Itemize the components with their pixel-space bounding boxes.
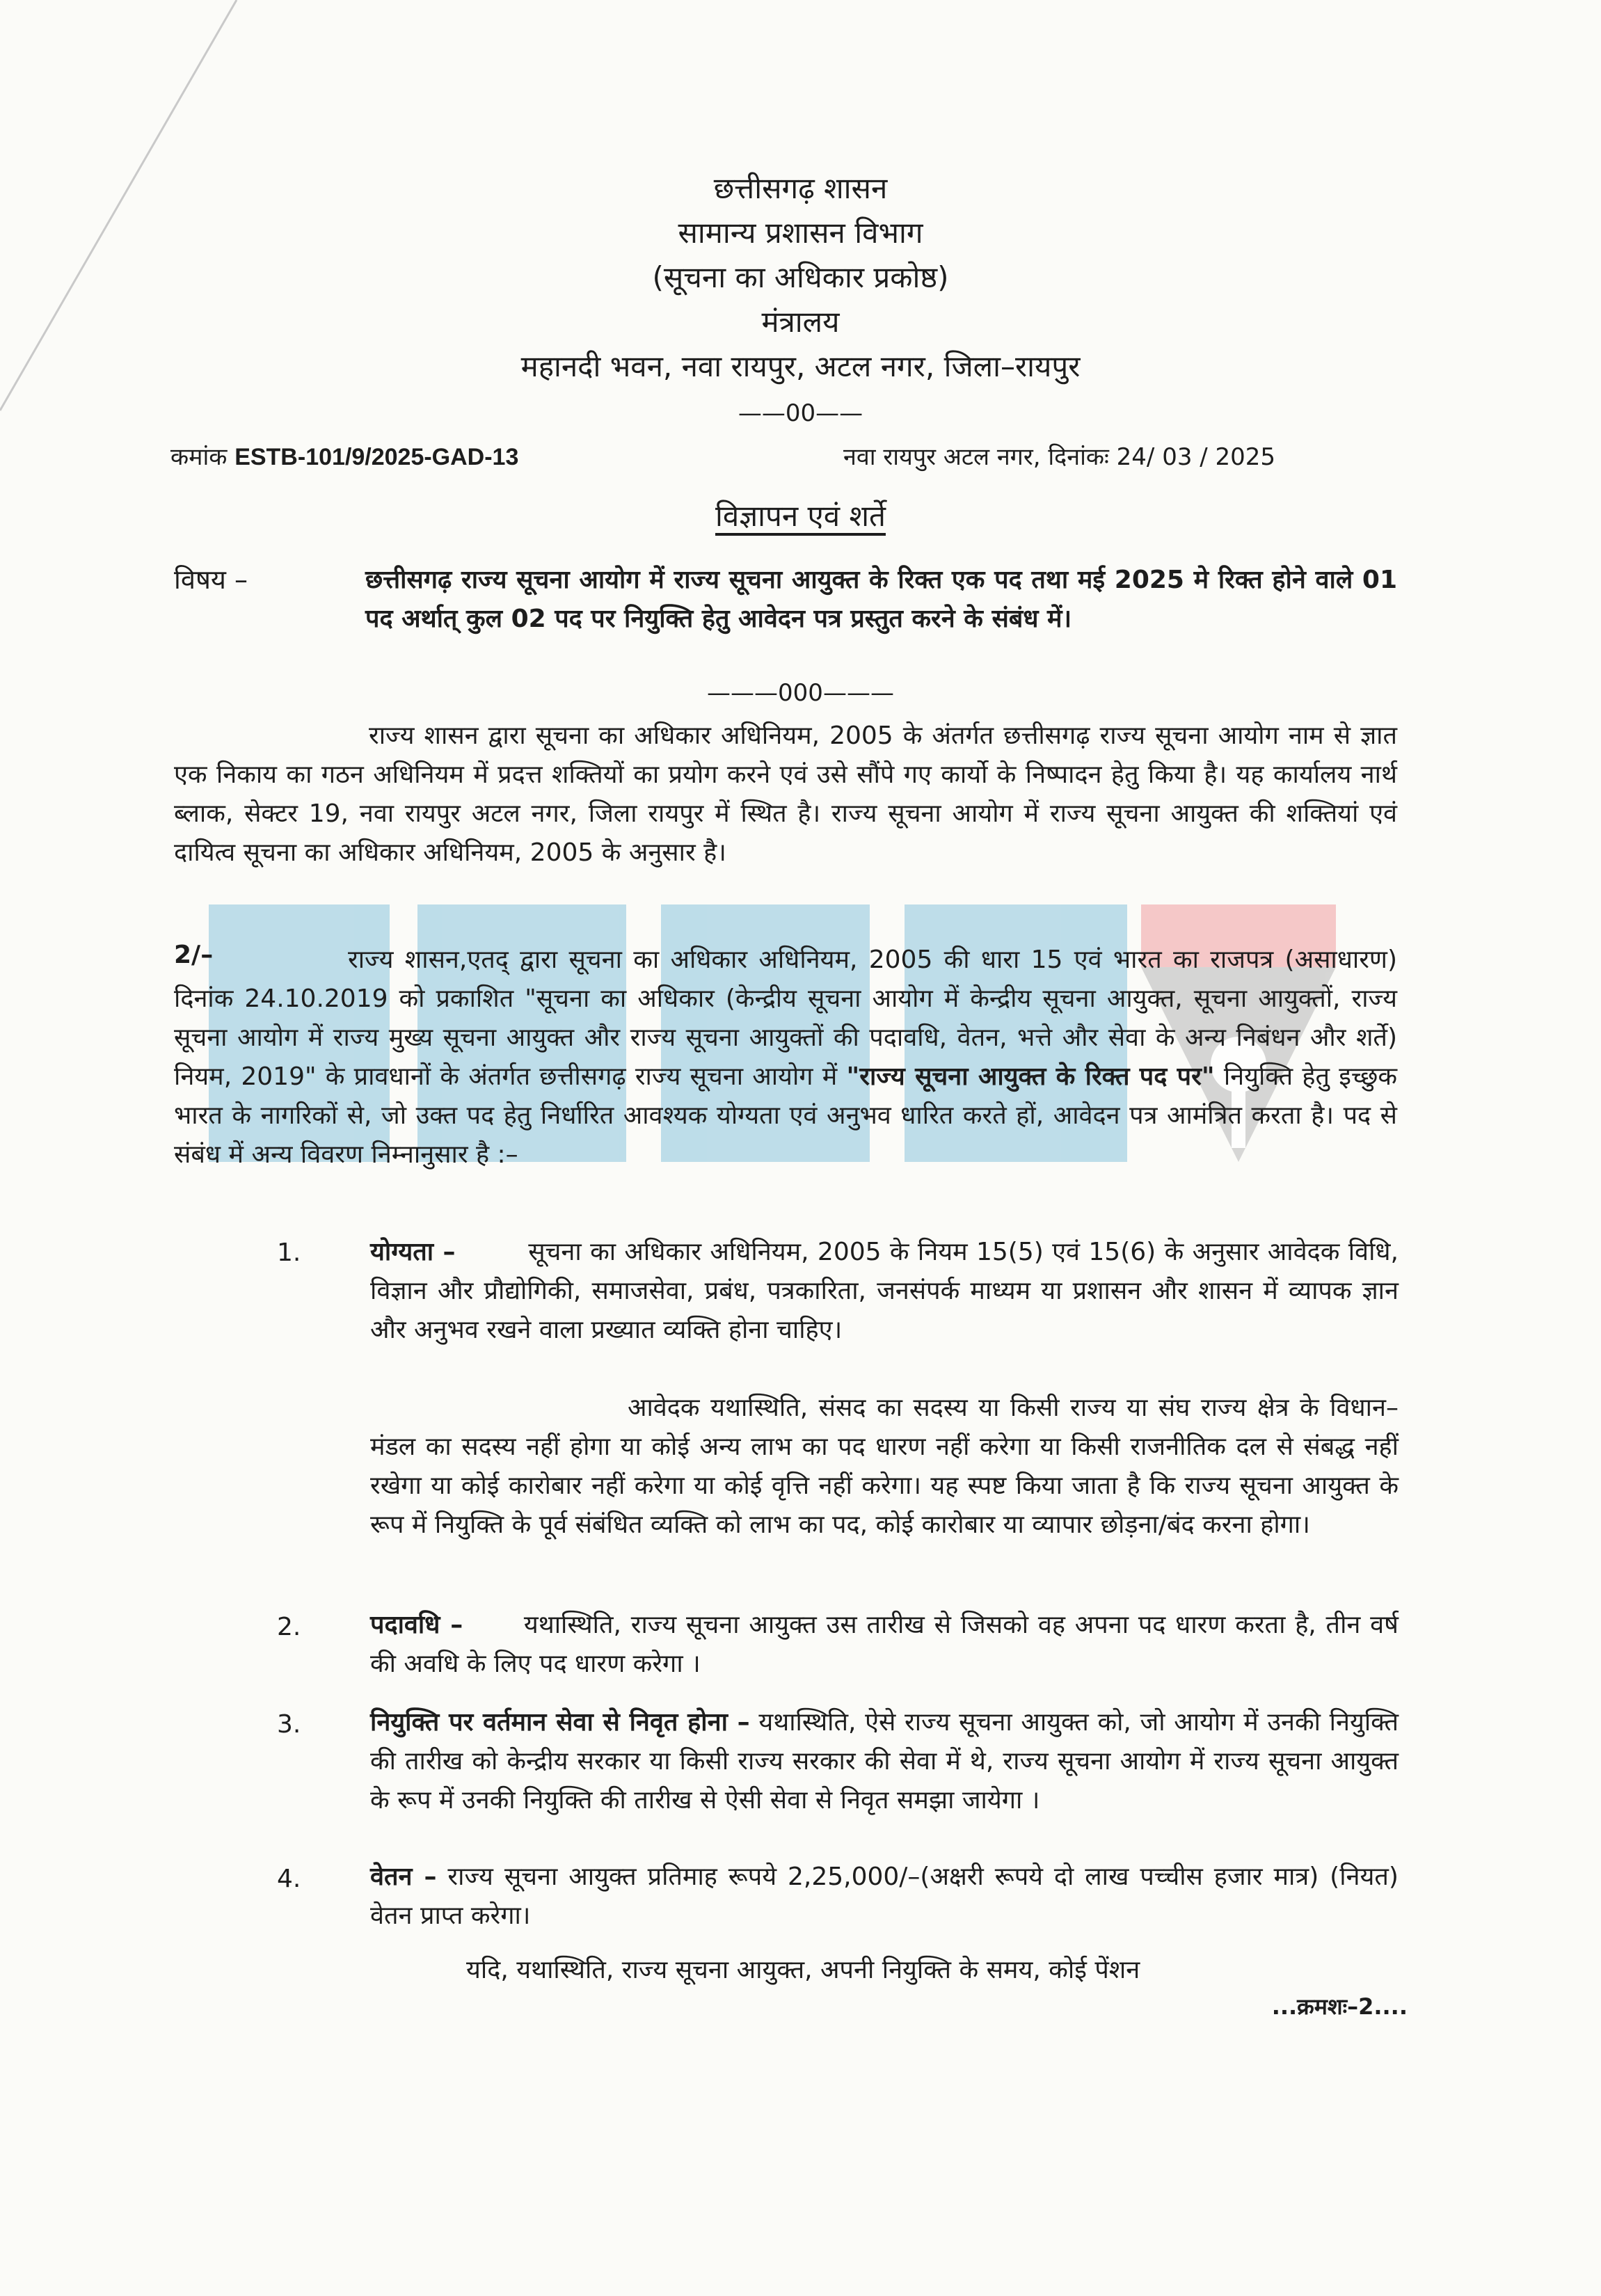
item-1-text-2: आवेदक यथास्थिति, संसद का सदस्य या किसी राज्य या संघ राज्य क्षेत्र के विधान–मंडल का सदस्य नहीं होगा या कोई अन्य लाभ का पद धारण नहीं करेगा या किसी राजनीतिक दल से संबद्ध नहीं रखेगा या कोई कारोबार नहीं करेगा या कोई वृत्ति नहीं करेगा। यह स्पष्ट किया जाता है कि राज्य सूचना आयुक्त के रूप में नियुक्ति के पूर्व संबंधित व्यक्ति को लाभ का पद, कोई कारोबार या व्यापार छोड़ना/बंद करना होगा। [370,1394,1399,1539]
para-2-text-b: नियुक्ति हेतु इच्छुक भारत के नागरिकों से, जो उक्त पद हेतु निर्धारित आवश्यक योग्यता एवं अनुभव धारित करते हों, आवेदन पत्र आमंत्रित करता है। पद से संबंध में अन्य विवरण निम्नानुसार है :– [174,1062,1398,1169]
para-2-bold: "राज्य सूचना आयुक्त के रिक्त पद पर" [846,1062,1215,1091]
order-number [170,440,518,472]
continued-marker: ...क्रमशः–2.... [1271,1993,1408,2020]
subject-label: विषय – [174,564,248,595]
item-2-body: यथास्थिति, राज्य सूचना आयुक्त उस तारीख से जिसको वह अपना पद धारण करता है, तीन वर्ष की अवधि के लिए पद धारण करेगा । [370,1611,1399,1678]
para-2-text [174,941,1397,1174]
item-3-text [370,1703,1399,1820]
item-4-title: वेतन – [370,1863,437,1891]
intro-paragraph: राज्य शासन द्वारा सूचना का अधिकार अधिनियम, 2005 के अंतर्गत छत्तीसगढ़ राज्य सूचना आयोग नाम से ज्ञात एक निकाय का गठन अधिनियम में प्रदत्त शक्तियों का प्रयोग करने एवं उसे सौंपे गए कार्यो के निष्पादन हेतु किया है। यह कार्यालय नार्थ ब्लाक, सेक्टर 19, नवा रायपुर अटल नगर, जिला रायपुर में स्थित है। राज्य सूचना आयोग में राज्य सूचना आयुक्त की शक्तियां एवं दायित्व सूचना का अधिकार अधिनियम, 2005 के अनुसार है। [174,722,1397,867]
item-1-number: 1. [277,1238,301,1267]
item-2-title: पदावधि – [370,1611,463,1639]
item-1-text [370,1233,1399,1350]
item-1-title: योग्यता – [370,1238,456,1266]
item-3-title: नियुक्ति पर वर्तमान सेवा से निवृत होना – [370,1708,750,1737]
item-2-number: 2. [277,1613,301,1641]
address-line: महानदी भवन, नवा रायपुर, अटल नगर, जिला–रायपुर [520,349,1081,383]
document-title: विज्ञापन एवं शर्ते [715,499,886,533]
place-date: नवा रायपुर अटल नगर, दिनांकः 24/ 03 / 2025 [843,443,1276,471]
cell-name: (सूचना का अधिकार प्रकोष्ठ) [652,260,949,294]
govt-name: छत्तीसगढ़ शासन [713,171,888,205]
item-3-number: 3. [277,1710,301,1739]
order-label: कमांक [170,443,228,471]
item-2-text [370,1606,1399,1684]
para-2-text-a: राज्य शासन,एतद् द्वारा सूचना का अधिकार अधिनियम, 2005 की धारा 15 एवं भारत का राजपत्र (असाधारण) दिनांक 24.10.2019 को प्रकाशित "सूचना का अधिकार (केन्द्रीय सूचना आयोग में केन्द्रीय सूचना आयुक्त, सूचना आयुक्तों, राज्य सूचना आयोग में राज्य मुख्य सूचना आयुक्त और राज्य सूचना आयुक्तों की पदावधि, वेतन, भत्ते और सेवा के अन्य निबंधन और शर्ते) नियम, 2019" के प्रावधानों के अंतर्गत छत्तीसगढ़ राज्य सूचना आयोग में [174,946,1397,1091]
item-4-body: राज्य सूचना आयुक्त प्रतिमाह रूपये 2,25,000/–(अक्षरी रूपये दो लाख पच्चीस हजार मात्र) (नियत) वेतन प्राप्त करेगा। [370,1863,1399,1930]
item-4-text [370,1858,1399,1936]
order-value: ESTB-101/9/2025-GAD-13 [234,444,519,470]
para-2-number: 2/– [174,941,214,969]
closing-line: यदि, यथास्थिति, राज्य सूचना आयुक्त, अपनी नियुक्ति के समय, कोई पेंशन [466,1956,1140,1984]
item-4-number: 4. [277,1865,301,1893]
header-divider: ——00—— [738,399,863,427]
item-1-body: सूचना का अधिकार अधिनियम, 2005 के नियम 15(5) एवं 15(6) के अनुसार आवेदक विधि, विज्ञान और प्रौद्योगिकी, समाजसेवा, प्रबंध, पत्रकारिता, जनसंपर्क माध्यम या प्रशासन और शासन में व्यापक ज्ञान और अनुभव रखने वाला प्रख्यात व्यक्ति होना चाहिए। [370,1238,1399,1344]
item-3-body: यथास्थिति, ऐसे राज्य सूचना आयुक्त को, जो आयोग में उनकी नियुक्ति की तारीख को केन्द्रीय सरकार या किसी राज्य सरकार की सेवा में थे, राज्य सूचना आयोग में राज्य सूचना आयुक्त के रूप में उनकी नियुक्ति की तारीख से ऐसी सेवा से निवृत समझा जायेगा । [370,1708,1399,1815]
ministry-name: मंत्रालय [761,305,840,339]
subject-divider: ———000——— [707,679,894,707]
department-name: सामान्य प्रशासन विभाग [678,216,923,250]
subject-text: छत्तीसगढ़ राज्य सूचना आयोग में राज्य सूचना आयुक्त के रिक्त एक पद तथा मई 2025 मे रिक्त होने वाले 01 पद अर्थात् कुल 02 पद पर नियुक्ति हेतु आवेदन पत्र प्रस्तुत करने के संबंध में। [365,566,1397,633]
